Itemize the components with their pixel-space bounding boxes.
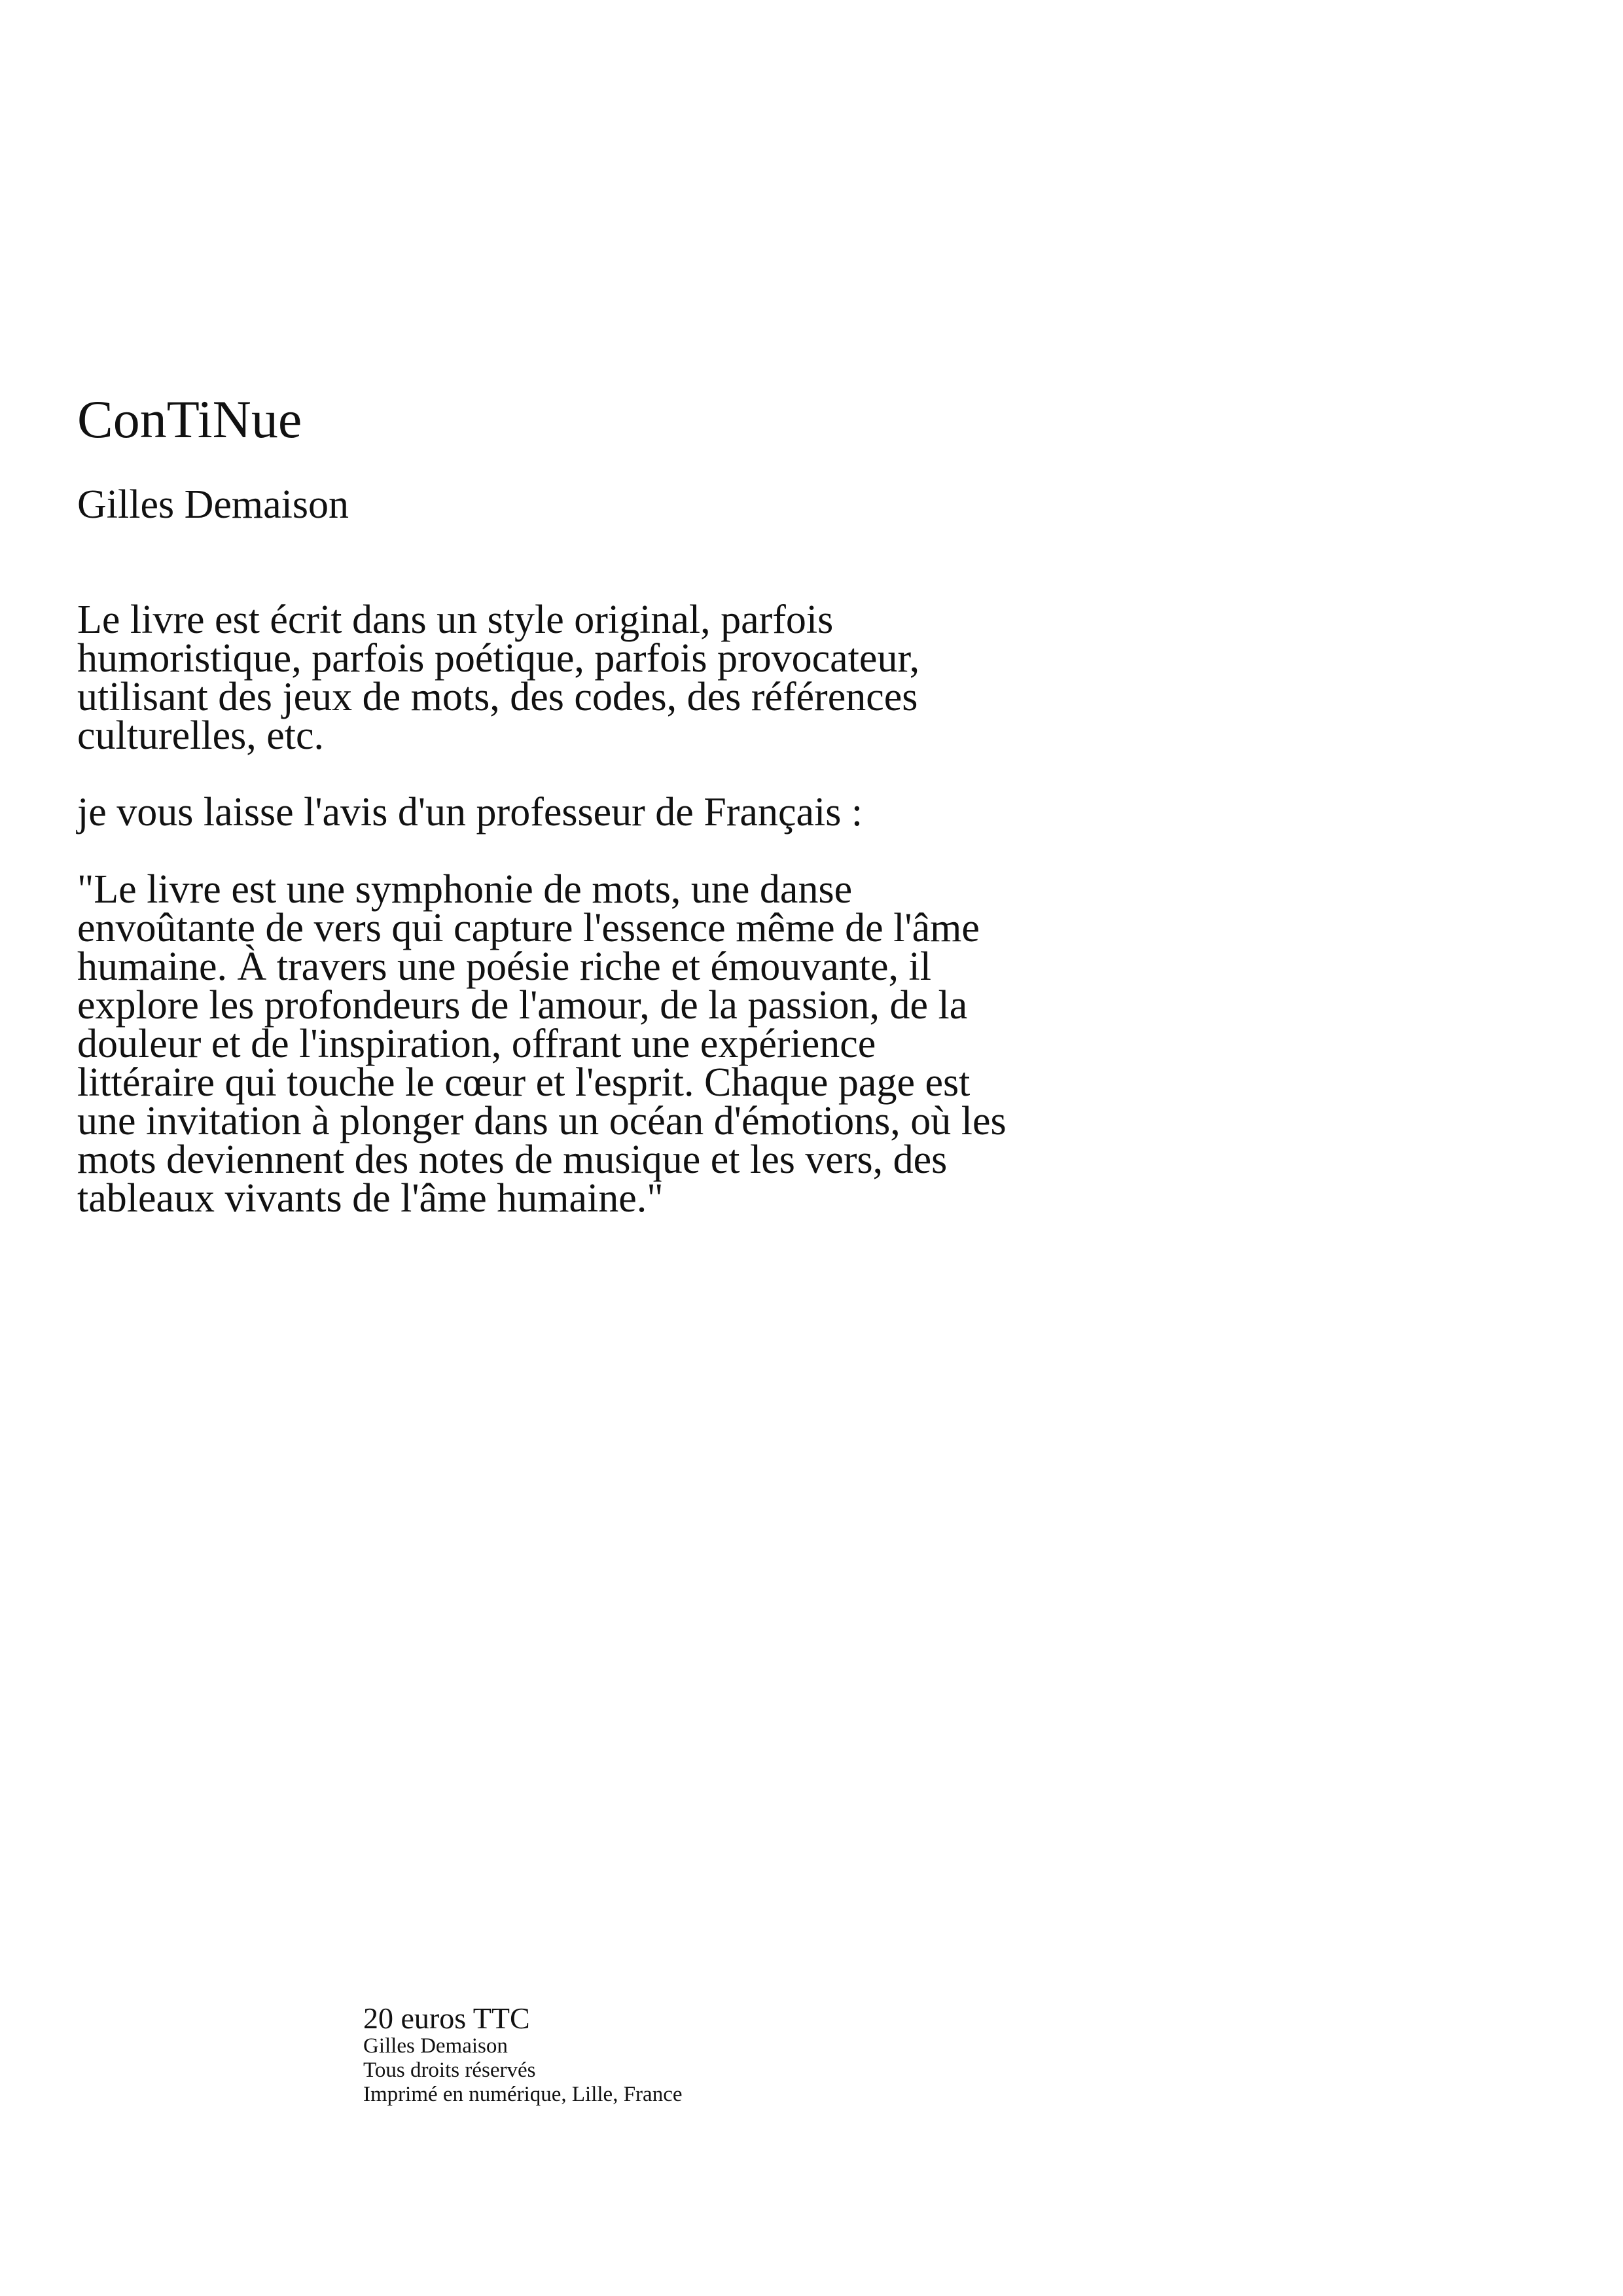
- colophon-rights: Tous droits réservés: [363, 2058, 536, 2082]
- quote-line: envoûtante de vers qui capture l'essence même de l'âme: [77, 906, 980, 950]
- quote-line: explore les profondeurs de l'amour, de la passion, de la: [77, 983, 968, 1028]
- book-author: Gilles Demaison: [77, 482, 349, 527]
- price-label: 20 euros TTC: [363, 2001, 530, 2035]
- description-line: Le livre est écrit dans un style original, parfois: [77, 598, 834, 642]
- quote-line: humaine. À travers une poésie riche et émouvante, il: [77, 944, 931, 989]
- book-title: ConTiNue: [77, 389, 302, 449]
- quote-line: "Le livre est une symphonie de mots, une danse: [77, 867, 853, 912]
- quote-line: tableaux vivants de l'âme humaine.": [77, 1176, 664, 1221]
- colophon-printing: Imprimé en numérique, Lille, France: [363, 2083, 683, 2106]
- quote-line: douleur et de l'inspiration, offrant une expérience: [77, 1022, 876, 1066]
- description-line: humoristique, parfois poétique, parfois provocateur,: [77, 636, 920, 681]
- quote-line: mots deviennent des notes de musique et les vers, des: [77, 1138, 948, 1182]
- description-line: utilisant des jeux de mots, des codes, des références: [77, 675, 918, 719]
- quote-line: littéraire qui touche le cœur et l'esprit. Chaque page est: [77, 1060, 971, 1105]
- intro-line: je vous laisse l'avis d'un professeur de Français :: [77, 790, 863, 834]
- quote-line: une invitation à plonger dans un océan d'émotions, où les: [77, 1099, 1007, 1143]
- quote-paragraph: [77, 867, 1321, 1221]
- colophon-author: Gilles Demaison: [363, 2034, 508, 2058]
- description-line: culturelles, etc.: [77, 713, 324, 758]
- description-paragraph: [77, 598, 1255, 758]
- colophon: [363, 2003, 683, 2107]
